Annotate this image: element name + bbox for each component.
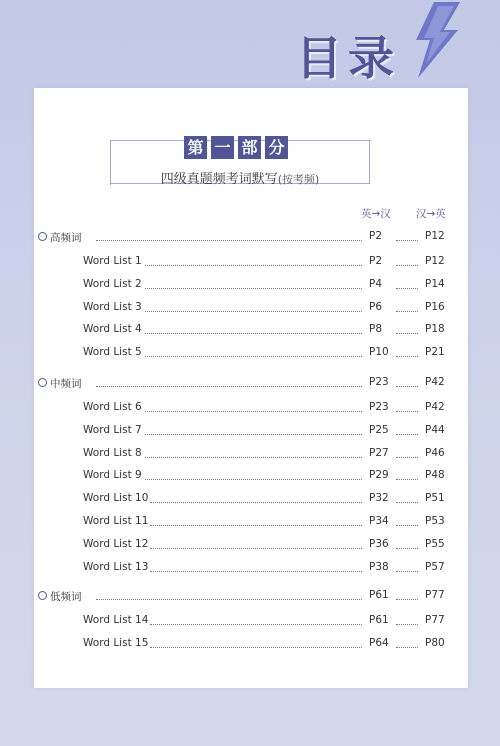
leader-dots <box>396 540 418 549</box>
page-cn-en: P42 <box>425 401 445 413</box>
leader-dots <box>396 280 418 289</box>
column-header-en-cn: 英→汉 <box>361 208 391 220</box>
category-label <box>38 230 82 245</box>
leader-dots <box>396 257 418 266</box>
page-en-cn: P38 <box>369 560 389 573</box>
leader-dots <box>145 471 362 480</box>
page-cn-en: P57 <box>425 560 445 573</box>
toc-entry-row <box>38 401 458 417</box>
page-cn-en: P53 <box>425 515 445 527</box>
leader-dots <box>396 563 418 572</box>
entry-label: Word List 1 <box>83 255 142 267</box>
leader-dots <box>150 563 362 572</box>
leader-dots <box>396 325 418 334</box>
subtitle-paren: (按考频) <box>277 173 320 186</box>
page-en-cn: P2 <box>369 255 383 267</box>
toc-entry-row <box>38 614 458 630</box>
part-char: 一 <box>211 136 234 159</box>
toc-entry-row <box>38 538 458 554</box>
entry-label: Word List 5 <box>83 346 142 359</box>
category-name: 中频词 <box>50 378 82 390</box>
page-cn-en: P48 <box>425 469 445 482</box>
entry-label: Word List 10 <box>83 492 149 505</box>
toc-category-row <box>38 230 458 246</box>
toc-entry-row <box>38 346 458 362</box>
leader-dots <box>145 348 362 357</box>
page-en-cn: P23 <box>369 401 389 413</box>
leader-dots <box>396 449 418 458</box>
leader-dots <box>396 378 418 387</box>
page-en-cn: P61 <box>369 589 389 601</box>
leader-dots <box>396 426 418 435</box>
column-header-cn-en: 汉→英 <box>416 208 446 220</box>
page-cn-en: P16 <box>425 300 445 313</box>
entry-label: Word List 11 <box>83 515 149 527</box>
page-en-cn: P61 <box>369 614 389 626</box>
page-cn-en: P55 <box>425 537 445 550</box>
leader-dots <box>396 591 418 600</box>
entry-label: Word List 14 <box>83 614 149 626</box>
page-en-cn: P8 <box>369 323 383 336</box>
toc-entry-row <box>38 447 458 463</box>
category-label <box>38 589 82 604</box>
leader-dots <box>396 639 418 648</box>
leader-dots <box>145 325 362 334</box>
page-cn-en: P77 <box>425 614 445 626</box>
lightning-bolt-icon <box>404 0 468 80</box>
category-name: 低频词 <box>50 591 82 603</box>
page-cn-en: P44 <box>425 423 445 436</box>
page-en-cn: P23 <box>369 376 389 388</box>
page-cn-en: P18 <box>425 323 445 336</box>
page-cn-en: P21 <box>425 346 445 359</box>
bullet-ring-icon <box>38 591 47 600</box>
leader-dots <box>396 348 418 357</box>
leader-dots <box>396 471 418 480</box>
page-en-cn: P6 <box>369 300 383 313</box>
page-title: 目录 <box>296 31 400 85</box>
page-cn-en: P80 <box>425 636 445 649</box>
entry-label: Word List 12 <box>83 537 149 550</box>
toc-entry-row <box>38 278 458 294</box>
entry-label: Word List 15 <box>83 636 149 649</box>
leader-dots <box>150 494 362 503</box>
page-cn-en: P14 <box>425 277 445 290</box>
category-label <box>38 376 82 391</box>
toc-entry-row <box>38 424 458 440</box>
entry-label: Word List 4 <box>83 323 142 336</box>
page-en-cn: P34 <box>369 515 389 527</box>
page-cn-en: P42 <box>425 376 445 388</box>
page-en-cn: P25 <box>369 423 389 436</box>
leader-dots <box>396 517 418 526</box>
toc-category-row <box>38 589 458 605</box>
leader-dots <box>396 303 418 312</box>
leader-dots <box>96 232 362 241</box>
entry-label: Word List 2 <box>83 277 142 290</box>
entry-label: Word List 7 <box>83 423 142 436</box>
entry-label: Word List 9 <box>83 469 142 482</box>
leader-dots <box>96 591 362 600</box>
entry-label: Word List 3 <box>83 300 142 313</box>
leader-dots <box>150 540 362 549</box>
bullet-ring-icon <box>38 232 47 241</box>
toc-entry-row <box>38 301 458 317</box>
page-en-cn: P29 <box>369 469 389 482</box>
toc-entry-row <box>38 515 458 531</box>
page-en-cn: P10 <box>369 346 389 359</box>
page-cn-en: P12 <box>425 230 445 242</box>
leader-dots <box>150 639 362 648</box>
toc-entry-row <box>38 637 458 653</box>
leader-dots <box>145 403 362 412</box>
leader-dots <box>145 257 362 266</box>
page-en-cn: P32 <box>369 492 389 505</box>
part-char: 第 <box>184 136 207 159</box>
page-en-cn: P64 <box>369 636 389 649</box>
entry-label: Word List 13 <box>83 560 149 573</box>
leader-dots <box>396 494 418 503</box>
page-en-cn: P36 <box>369 537 389 550</box>
bullet-ring-icon <box>38 378 47 387</box>
leader-dots <box>145 303 362 312</box>
page-cn-en: P12 <box>425 255 445 267</box>
leader-dots <box>145 449 362 458</box>
page-en-cn: P27 <box>369 446 389 459</box>
page-cn-en: P77 <box>425 589 445 601</box>
page-en-cn: P2 <box>369 230 383 242</box>
leader-dots <box>396 616 418 625</box>
leader-dots <box>150 616 362 625</box>
section-subtitle <box>110 168 370 187</box>
leader-dots <box>96 378 362 387</box>
part-char: 分 <box>265 136 288 159</box>
leader-dots <box>396 232 418 241</box>
entry-label: Word List 6 <box>83 401 142 413</box>
page-cn-en: P46 <box>425 446 445 459</box>
leader-dots <box>145 280 362 289</box>
toc-entry-row <box>38 323 458 339</box>
page-en-cn: P4 <box>369 277 383 290</box>
leader-dots <box>145 426 362 435</box>
subtitle-text: 四级真题频考词默写 <box>160 172 278 187</box>
page-cn-en: P51 <box>425 492 445 505</box>
part-heading <box>184 136 288 159</box>
leader-dots <box>396 403 418 412</box>
category-name: 高频词 <box>50 232 82 244</box>
toc-entry-row <box>38 492 458 508</box>
toc-category-row <box>38 376 458 392</box>
leader-dots <box>150 517 362 526</box>
entry-label: Word List 8 <box>83 446 142 459</box>
part-char: 部 <box>238 136 261 159</box>
toc-entry-row <box>38 255 458 271</box>
toc-entry-row <box>38 561 458 577</box>
toc-entry-row <box>38 469 458 485</box>
